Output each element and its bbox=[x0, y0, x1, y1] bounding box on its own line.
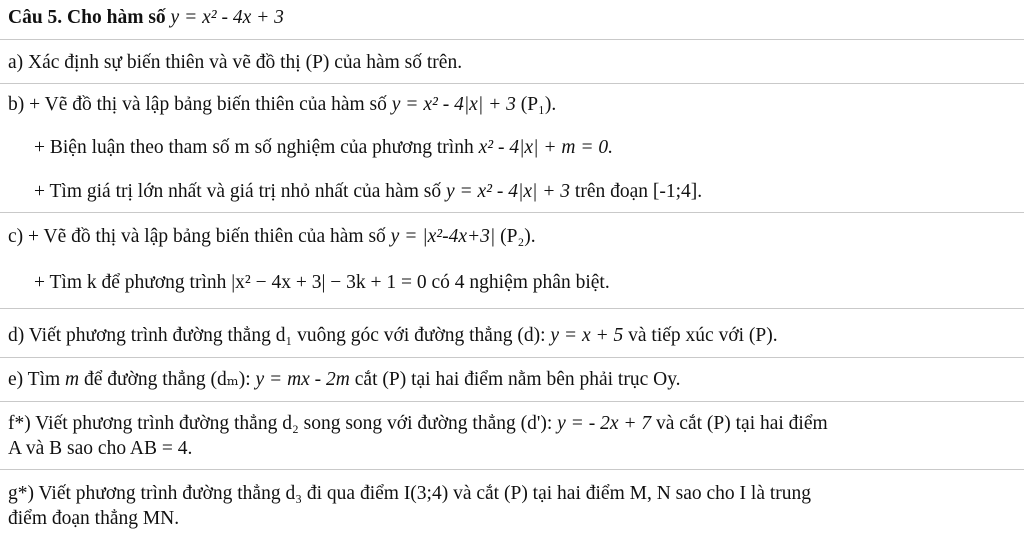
part-b-3 bbox=[34, 181, 1018, 203]
row-divider bbox=[0, 401, 1024, 402]
part-f-line2: A và B sao cho AB = 4. bbox=[8, 438, 193, 459]
part-c-1-text: c) + Vẽ đồ thị và lập bảng biến thiên của hàm số bbox=[8, 226, 386, 247]
row-divider bbox=[0, 212, 1024, 213]
part-d-tail: và tiếp xúc với (P). bbox=[628, 325, 778, 346]
part-e-formula: y = mx - 2m bbox=[255, 369, 350, 390]
part-b-1 bbox=[8, 94, 1018, 116]
part-b-2-formula: x² - 4|x| + m = 0. bbox=[478, 137, 613, 158]
row-divider bbox=[0, 308, 1024, 309]
part-b-1-text: b) + Vẽ đồ thị và lập bảng biến thiên của hàm số bbox=[8, 94, 387, 115]
part-g-2 bbox=[8, 508, 1018, 530]
part-c-1 bbox=[8, 226, 1018, 248]
part-d-formula: y = x + 5 bbox=[550, 325, 624, 346]
part-c-1-formula: y = |x²-4x+3| bbox=[390, 226, 496, 247]
part-b-2-text: + Biện luận theo tham số m số nghiệm của phương trình bbox=[34, 137, 474, 158]
part-a bbox=[8, 52, 1018, 74]
part-f-tail: và cắt (P) tại hai điểm bbox=[656, 413, 828, 434]
row-divider bbox=[0, 83, 1024, 84]
part-f-formula: y = - 2x + 7 bbox=[557, 413, 652, 434]
part-d-text: d) Viết phương trình đường thẳng d₁ vuông góc với đường thẳng (d): bbox=[8, 325, 546, 346]
part-e bbox=[8, 369, 1018, 391]
part-e-tail: cắt (P) tại hai điểm nằm bên phải trục Oy. bbox=[354, 369, 681, 390]
part-e-mid: để đường thẳng (dₘ): bbox=[84, 369, 251, 390]
part-b-3-tail: trên đoạn [-1;4]. bbox=[574, 181, 703, 202]
part-c-2-text: + Tìm k để phương trình bbox=[34, 272, 227, 293]
question-title: Câu 5. Cho hàm số bbox=[8, 7, 166, 28]
row-divider bbox=[0, 357, 1024, 358]
part-f-2 bbox=[8, 438, 1018, 460]
part-g-line1: g*) Viết phương trình đường thẳng d₃ đi qua điểm I(3;4) và cắt (P) tại hai điểm M, N sao cho I là trung bbox=[8, 483, 812, 504]
row-divider bbox=[0, 469, 1024, 470]
part-a-text: a) Xác định sự biến thiên và vẽ đồ thị (P) của hàm số trên. bbox=[8, 52, 463, 73]
row-divider bbox=[0, 39, 1024, 40]
part-g-line2: điểm đoạn thẳng MN. bbox=[8, 508, 180, 529]
part-e-text: e) Tìm bbox=[8, 369, 61, 390]
part-b-1-formula: y = x² - 4|x| + 3 bbox=[391, 94, 516, 115]
part-b-2 bbox=[34, 137, 1018, 159]
part-c-2-tail: có 4 nghiệm phân biệt. bbox=[431, 272, 610, 293]
question-function: y = x² - 4x + 3 bbox=[170, 7, 284, 28]
part-c-2 bbox=[34, 272, 1018, 294]
part-c-1-label: (P₂). bbox=[500, 226, 536, 247]
part-f-text: f*) Viết phương trình đường thẳng d₂ song song với đường thẳng (d'): bbox=[8, 413, 553, 434]
part-b-1-label: (P₁). bbox=[520, 94, 557, 115]
part-b-3-formula: y = x² - 4|x| + 3 bbox=[445, 181, 571, 202]
part-d bbox=[8, 325, 1018, 347]
part-b-3-text: + Tìm giá trị lớn nhất và giá trị nhỏ nhất của hàm số bbox=[34, 181, 442, 202]
part-g-1 bbox=[8, 483, 1018, 505]
part-e-param: m bbox=[65, 369, 80, 390]
part-f-1 bbox=[8, 413, 1018, 435]
question-title-line bbox=[8, 7, 1018, 29]
part-c-2-formula: |x² − 4x + 3| − 3k + 1 = 0 bbox=[231, 272, 427, 293]
